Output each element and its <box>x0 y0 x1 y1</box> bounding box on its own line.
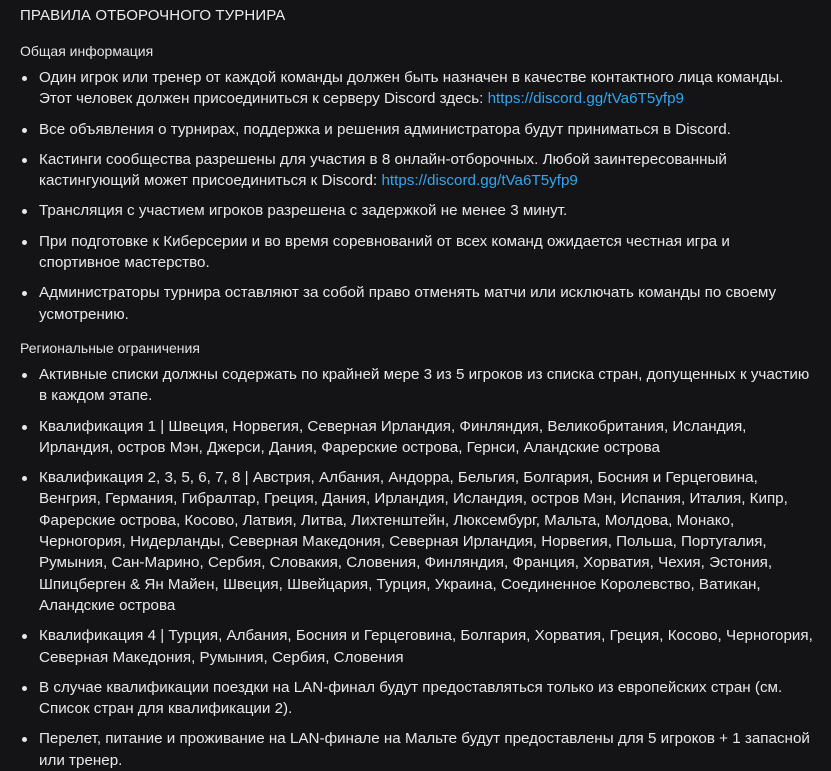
list-item <box>20 467 813 616</box>
general-rules-list <box>20 67 813 325</box>
list-item-text: Все объявления о турнирах, поддержка и решения администратора будут приниматься в Discord. <box>39 120 731 138</box>
list-item-text: В случае квалификации поездки на LAN-финал будут предоставляться только из европейских стран (см. Список стран для квалификации 2). <box>39 678 783 718</box>
regional-restrictions-list <box>20 364 813 771</box>
discord-link[interactable]: https://discord.gg/tVa6T5yfp9 <box>381 172 578 190</box>
section-heading-regional: Региональные ограничения <box>20 339 200 356</box>
section-heading-general: Общая информация <box>20 43 154 59</box>
list-item-text: Перелет, питание и проживание на LAN-финале на Мальте будут предоставлены для 5 игроков + 1 запасной или тренер. <box>39 730 810 769</box>
list-item-text: Один игрок или тренер от каждой команды должен быть назначен в качестве контактного лица команды. Этот человек должен присоединиться к серверу Discord здесь: <box>39 69 784 108</box>
list-item-text: При подготовке к Киберсерии и во время соревнований от всех команд ожидается честная игра и спортивное мастерство. <box>39 232 730 272</box>
list-item-text: Квалификация 1 | Швеция, Норвегия, Северная Ирландия, Финляндия, Великобритания, Исландия, Ирландия, остров Мэн, Джерси, Дания, Фарерские острова, Гернси, Аландские острова <box>39 417 747 456</box>
list-item-text: Администраторы турнира оставляют за собой право отменять матчи или исключать команды по своему усмотрению. <box>39 284 777 323</box>
list-item-text: Квалификация 2, 3, 5, 6, 7, 8 | Австрия, Албания, Андорра, Бельгия, Болгария, Босния и Герцеговина, Венгрия, Германия, Гибралтар, Греция, Дания, Ирландия, Исландия, остров Мэн, Испания, Италия, Кипр, Фарерские острова, Косово, Латвия, Литва, Лихтенштейн, Люксембург, Мальта, Молдова, Монако, Черногория, Нидерланды, Северная Македония, Северная Ирландия, Норвегия, Польша, Португалия, Румыния, Сан-Марино, Сербия, Словакия, Словения, Финляндия, Франция, Хорватия, Чехия, Эстония, Шпицберген & Ян Майен, Швеция, Швейцария, Турция, Украина, Соединенное Королевство, Ватикан, Аландские острова <box>39 469 788 614</box>
list-item <box>20 119 813 140</box>
list-item-text: Активные списки должны содержать по крайней мере 3 из 5 игроков из списка стран, допущенных к участию в каждом этапе. <box>39 365 810 405</box>
list-item <box>20 67 813 110</box>
list-item <box>20 728 813 771</box>
list-item <box>20 200 813 221</box>
page-title: ПРАВИЛА ОТБОРОЧНОГО ТУРНИРА <box>20 7 286 24</box>
list-item <box>20 364 813 407</box>
list-item-text: Кастинги сообщества разрешены для участия в 8 онлайн-отборочных. Любой заинтересованный кастингующий может присоединиться к Discord: <box>39 150 727 190</box>
list-item-text: Квалификация 4 | Турция, Албания, Босния и Герцеговина, Болгария, Хорватия, Греция, Косово, Черногория, Северная Македония, Румыния, Сербия, Словения <box>39 627 813 666</box>
list-item <box>20 625 813 668</box>
list-item <box>20 416 813 459</box>
list-item <box>20 677 813 720</box>
list-item <box>20 231 813 274</box>
list-item <box>20 149 813 192</box>
discord-link[interactable]: https://discord.gg/tVa6T5yfp9 <box>487 90 684 108</box>
list-item-text: Трансляция с участием игроков разрешена с задержкой не менее 3 минут. <box>39 202 568 220</box>
list-item <box>20 282 813 325</box>
